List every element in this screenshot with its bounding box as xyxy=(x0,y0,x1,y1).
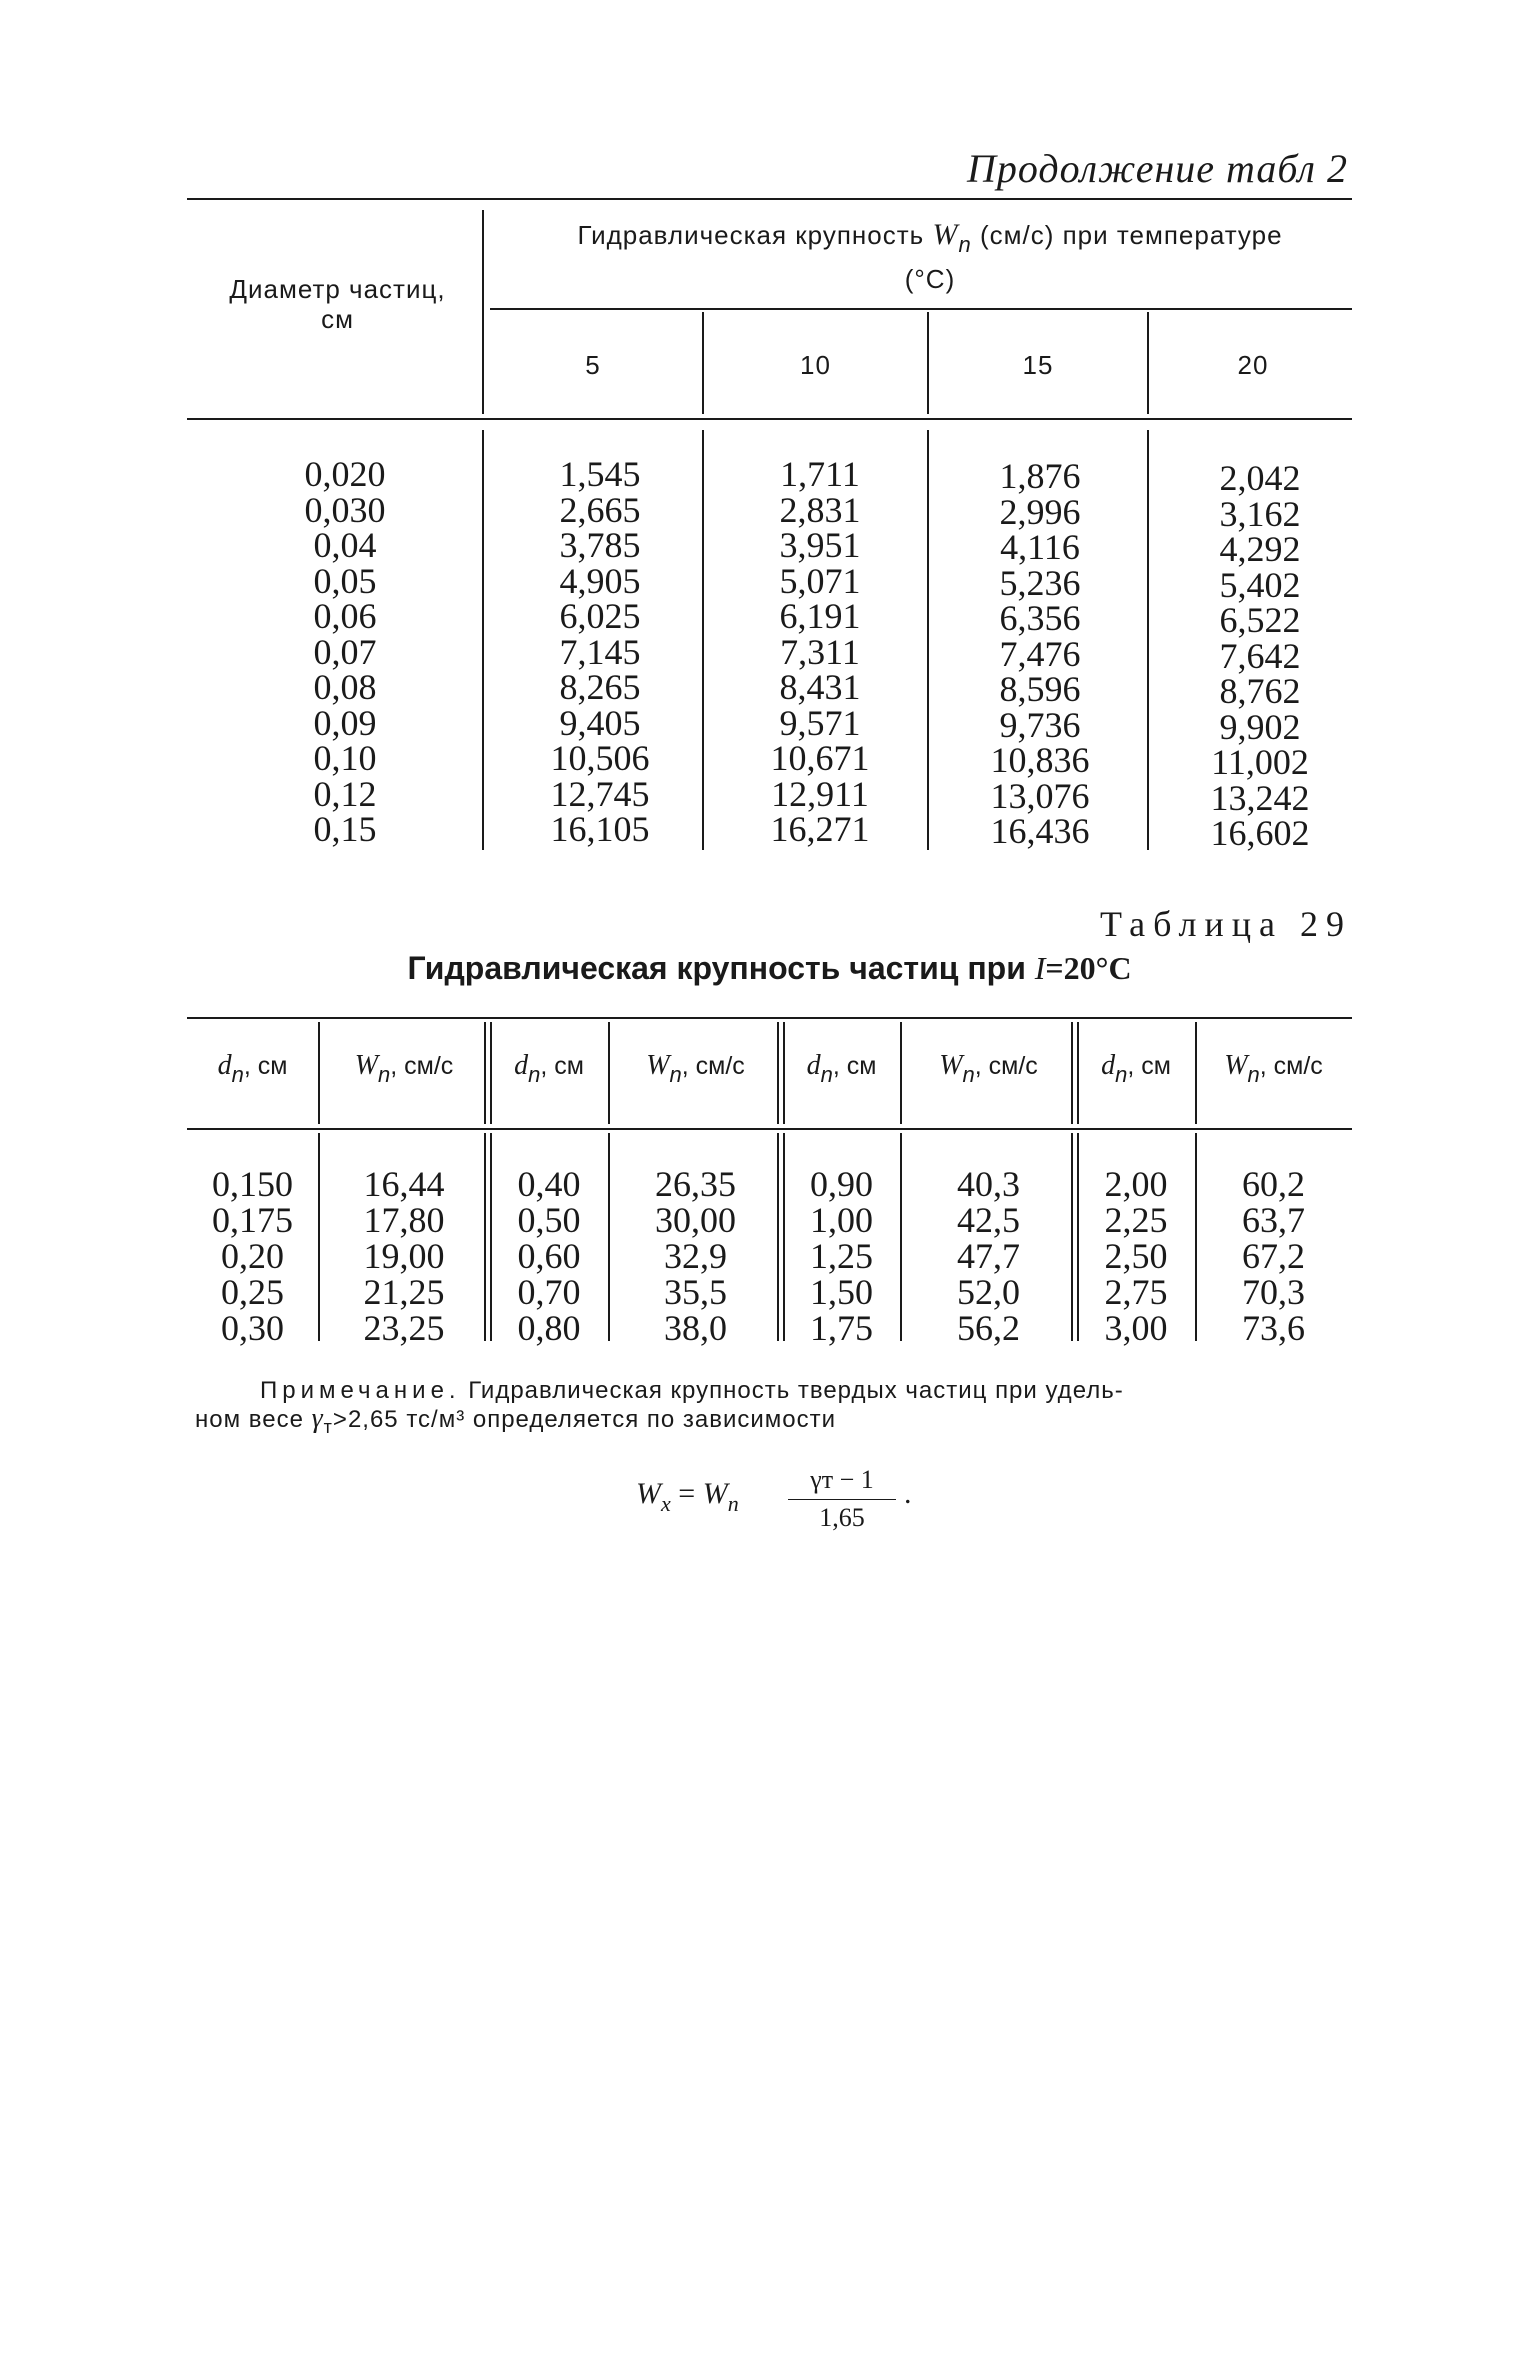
symbol-w: W xyxy=(932,218,959,251)
table-cell: 6,522 xyxy=(1219,600,1301,640)
unit: , см xyxy=(1127,1052,1171,1080)
temp-15-column xyxy=(945,456,1135,851)
gamma-subscript: т xyxy=(323,1417,333,1437)
table-cell: 2,75 xyxy=(1104,1272,1168,1312)
table-cell: 19,00 xyxy=(363,1236,445,1276)
symbol: d xyxy=(217,1050,232,1081)
body-divider xyxy=(482,430,484,850)
table-cell: 16,436 xyxy=(990,811,1090,851)
table-cell: 60,2 xyxy=(1242,1164,1305,1204)
symbol: d xyxy=(806,1050,821,1081)
table-cell: 7,476 xyxy=(999,633,1081,674)
table-cell: 6,025 xyxy=(559,596,641,636)
diameter-column xyxy=(187,1166,318,1346)
symbol-subscript: n xyxy=(958,232,972,257)
header-divider xyxy=(1147,312,1149,414)
table-cell: 67,2 xyxy=(1242,1236,1305,1276)
symbol: d xyxy=(1101,1050,1116,1081)
symbol: W xyxy=(646,1050,670,1081)
table-cell: 16,44 xyxy=(363,1164,445,1204)
table-cell: 52,0 xyxy=(957,1272,1020,1312)
title-variable: I xyxy=(1034,950,1046,986)
table-cell: 1,545 xyxy=(559,454,641,494)
table-cell: 16,105 xyxy=(550,809,650,849)
symbol-subscript: n xyxy=(231,1062,244,1087)
unit: , см/с xyxy=(681,1052,745,1080)
table-cell: 2,042 xyxy=(1219,458,1301,498)
table-cell: 1,50 xyxy=(810,1272,873,1312)
table-cell: 8,431 xyxy=(779,667,861,707)
table-top-rule xyxy=(187,198,1352,200)
table-cell: 16,602 xyxy=(1210,813,1310,853)
table-cell: 0,40 xyxy=(517,1164,581,1204)
gamma-symbol: γ xyxy=(311,1403,324,1434)
table-cell: 0,07 xyxy=(313,631,377,672)
table-cell: 2,00 xyxy=(1104,1164,1168,1204)
symbol-subscript: n xyxy=(378,1062,391,1087)
table-cell: 4,116 xyxy=(1000,527,1080,567)
table-cell: 0,150 xyxy=(212,1164,293,1204)
diameter-column xyxy=(490,1166,608,1346)
table-cell: 2,25 xyxy=(1104,1200,1168,1240)
symbol-subscript: n xyxy=(669,1062,682,1087)
table-cell: 7,145 xyxy=(559,631,641,672)
symbol-subscript: n xyxy=(962,1062,975,1087)
table-cell: 0,12 xyxy=(313,773,377,814)
table-cell: 5,402 xyxy=(1219,564,1301,605)
temp-10-column xyxy=(725,454,915,849)
formula-wn: W xyxy=(702,1477,728,1510)
table-cell: 16,271 xyxy=(770,809,870,849)
column-divider xyxy=(318,1022,320,1124)
table-cell: 0,09 xyxy=(313,702,377,743)
table-cell: 56,2 xyxy=(957,1308,1020,1348)
table-top-rule xyxy=(187,1017,1352,1019)
unit: , см xyxy=(243,1052,288,1080)
body-divider xyxy=(1147,430,1149,850)
symbol-subscript: n xyxy=(1247,1062,1260,1087)
table-cell: 3,951 xyxy=(779,525,861,565)
table-cell: 11,002 xyxy=(1211,742,1309,782)
table-cell: 12,745 xyxy=(550,773,650,814)
table-cell: 0,06 xyxy=(313,596,377,636)
diameter-column xyxy=(1077,1166,1195,1346)
table-cell: 12,911 xyxy=(771,773,869,814)
velocity-column xyxy=(608,1166,783,1346)
table-cell: 0,05 xyxy=(313,560,377,601)
formula xyxy=(636,1465,956,1535)
title-value: =20°C xyxy=(1045,950,1132,986)
diameter-header xyxy=(1077,1050,1195,1088)
unit: , см xyxy=(540,1052,584,1080)
table-cell: 0,50 xyxy=(517,1200,581,1240)
temp-20-column xyxy=(1165,458,1355,853)
diameter-header xyxy=(783,1050,900,1088)
table-cell: 0,80 xyxy=(517,1308,581,1348)
velocity-column xyxy=(1195,1166,1352,1346)
group-header-text-end: (см/с) при температуре xyxy=(979,220,1283,250)
table-cell: 6,356 xyxy=(999,598,1081,638)
temp-header: 15 xyxy=(1022,350,1054,380)
table-cell: 9,405 xyxy=(559,702,641,743)
table-cell: 0,20 xyxy=(221,1236,284,1276)
header-bottom-rule xyxy=(187,418,1352,420)
table-cell: 6,191 xyxy=(779,596,861,636)
table-cell: 21,25 xyxy=(363,1272,445,1312)
table-cell: 3,785 xyxy=(559,525,641,565)
table-cell: 0,10 xyxy=(313,738,377,778)
note-text-end: >2,65 тс/м³ определяется по зависимости xyxy=(332,1406,837,1433)
table-cell: 13,076 xyxy=(990,775,1090,816)
body-divider xyxy=(702,430,704,850)
body-divider xyxy=(927,430,929,850)
diameter-header-unit: см xyxy=(321,304,354,334)
unit: , см/с xyxy=(974,1052,1038,1080)
table-cell: 3,00 xyxy=(1104,1308,1168,1348)
table-cell: 8,596 xyxy=(999,669,1081,709)
unit: , см xyxy=(832,1052,877,1080)
table-cell: 32,9 xyxy=(664,1236,727,1276)
fraction-bar xyxy=(788,1499,896,1500)
table-cell: 10,836 xyxy=(990,740,1090,780)
table-cell: 0,04 xyxy=(313,525,377,565)
table-title-text: Гидравлическая крупность частиц при xyxy=(407,950,1026,986)
table-cell: 1,876 xyxy=(999,456,1081,496)
table-cell: 0,25 xyxy=(221,1272,284,1312)
symbol: d xyxy=(514,1050,529,1081)
formula-wx-sub: x xyxy=(661,1491,671,1516)
table-cell: 42,5 xyxy=(957,1200,1020,1240)
note xyxy=(195,1377,1352,1441)
table-cell: 9,902 xyxy=(1219,706,1301,747)
velocity-header xyxy=(1195,1050,1352,1088)
symbol: W xyxy=(354,1050,379,1081)
note-text-cont: ном весе xyxy=(195,1406,304,1433)
column-divider xyxy=(777,1022,779,1124)
table-cell: 63,7 xyxy=(1242,1200,1305,1240)
table-number: Таблица 29 xyxy=(1100,904,1352,944)
diameter-header xyxy=(187,1050,318,1088)
table-cell: 0,90 xyxy=(810,1164,873,1204)
table-cell: 5,071 xyxy=(779,560,861,601)
table-cell: 7,311 xyxy=(780,631,860,672)
table-cell: 0,030 xyxy=(304,489,386,530)
table-cell: 8,265 xyxy=(559,667,641,707)
column-divider xyxy=(1195,1022,1197,1124)
table-cell: 2,665 xyxy=(559,489,641,530)
column-divider xyxy=(484,1022,486,1124)
column-divider xyxy=(783,1022,785,1124)
table-cell: 40,3 xyxy=(957,1164,1020,1204)
table-cell: 13,242 xyxy=(1210,777,1310,818)
diameter-header xyxy=(205,274,470,334)
table-cell: 0,175 xyxy=(212,1200,293,1240)
note-text: Гидравлическая крупность твердых частиц при удель- xyxy=(468,1377,1124,1404)
table-cell: 1,00 xyxy=(810,1200,873,1240)
table-cell: 0,08 xyxy=(313,667,377,707)
continuation-label: Продолжение табл 2 xyxy=(966,146,1348,191)
formula-equals: = xyxy=(670,1477,703,1510)
column-divider xyxy=(1077,1022,1079,1124)
velocity-header xyxy=(608,1050,783,1088)
diameter-header-line: Диаметр частиц, xyxy=(229,274,446,304)
temperature-rule xyxy=(490,308,1352,310)
header-divider xyxy=(927,312,929,414)
table-cell: 4,905 xyxy=(559,560,641,601)
column-divider xyxy=(608,1022,610,1124)
diameter-header xyxy=(490,1050,608,1088)
table-cell: 47,7 xyxy=(957,1236,1020,1276)
table-cell: 0,30 xyxy=(221,1308,284,1348)
symbol-subscript: n xyxy=(1115,1062,1128,1087)
table-cell: 2,831 xyxy=(779,489,861,530)
table-cell: 8,762 xyxy=(1219,671,1301,711)
table-cell: 35,5 xyxy=(664,1272,727,1312)
table-cell: 30,00 xyxy=(655,1200,736,1240)
column-divider xyxy=(1071,1022,1073,1124)
header-bottom-rule xyxy=(187,1128,1352,1130)
column-divider xyxy=(490,1022,492,1124)
table-cell: 0,15 xyxy=(313,809,377,849)
formula-denominator: 1,65 xyxy=(819,1503,865,1532)
group-header-unit: (°C) xyxy=(904,264,956,294)
table-cell: 9,736 xyxy=(999,704,1081,745)
table-title xyxy=(187,950,1352,987)
table-cell: 1,25 xyxy=(810,1236,873,1276)
table-cell: 23,25 xyxy=(363,1308,445,1348)
table-cell: 0,020 xyxy=(304,454,386,494)
group-header-text: Гидравлическая крупность xyxy=(577,220,925,250)
table-cell: 3,162 xyxy=(1219,493,1301,534)
diameter-column xyxy=(250,454,440,849)
unit: , см/с xyxy=(1259,1052,1323,1080)
temp-header: 10 xyxy=(800,350,831,380)
table-cell: 26,35 xyxy=(655,1164,736,1204)
table-cell: 17,80 xyxy=(363,1200,445,1240)
table-cell: 7,642 xyxy=(1219,635,1301,676)
temp-header: 5 xyxy=(585,350,601,380)
temp-5-column xyxy=(505,454,695,849)
column-divider xyxy=(900,1022,902,1124)
velocity-column xyxy=(318,1166,490,1346)
table-cell: 0,60 xyxy=(517,1236,581,1276)
table-cell: 4,292 xyxy=(1219,529,1301,569)
formula-wx: W xyxy=(636,1477,661,1510)
table-cell: 2,996 xyxy=(999,491,1081,532)
formula-numerator: γт − 1 xyxy=(810,1465,874,1494)
velocity-header xyxy=(900,1050,1077,1088)
table-cell: 9,571 xyxy=(779,702,861,743)
table-cell: 70,3 xyxy=(1242,1272,1305,1312)
note-label: Примечание. xyxy=(260,1377,461,1404)
formula-period: . xyxy=(904,1477,912,1510)
velocity-header xyxy=(318,1050,490,1088)
symbol: W xyxy=(1224,1050,1248,1081)
table-cell: 10,671 xyxy=(770,738,870,778)
table-cell: 1,75 xyxy=(810,1308,873,1348)
table-cell: 0,70 xyxy=(517,1272,581,1312)
formula-wn-sub: n xyxy=(727,1491,739,1516)
symbol-subscript: n xyxy=(528,1062,541,1087)
table-cell: 5,236 xyxy=(999,562,1081,603)
table-cell: 38,0 xyxy=(664,1308,727,1348)
table-cell: 1,711 xyxy=(780,454,860,494)
header-divider xyxy=(702,312,704,414)
table-cell: 10,506 xyxy=(550,738,650,778)
velocity-column xyxy=(900,1166,1077,1346)
header-divider xyxy=(482,210,484,414)
table-cell: 2,50 xyxy=(1104,1236,1168,1276)
symbol-subscript: n xyxy=(820,1062,833,1087)
table-cell: 73,6 xyxy=(1242,1308,1305,1348)
symbol: W xyxy=(939,1050,963,1081)
velocity-group-header xyxy=(515,218,1345,296)
diameter-column xyxy=(783,1166,900,1346)
unit: , см/с xyxy=(390,1052,454,1080)
temp-header: 20 xyxy=(1237,350,1269,380)
